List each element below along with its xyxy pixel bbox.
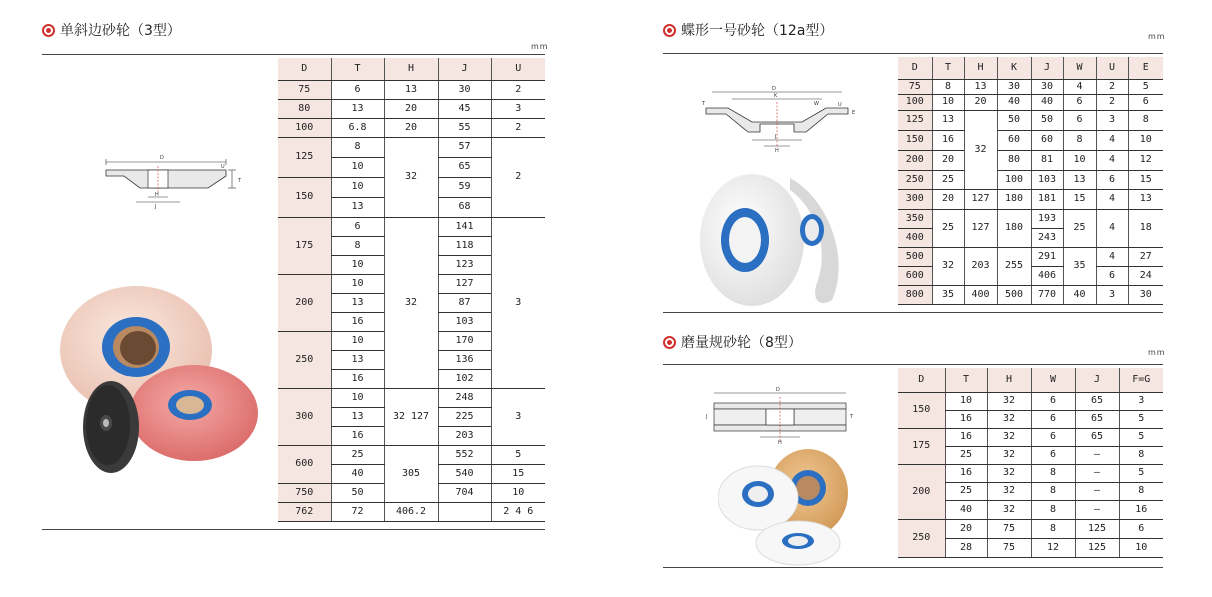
diagram-label-j: J [155, 204, 157, 210]
diagram-label-d: D [160, 155, 164, 161]
table-row: 28 75 12 125 10 [898, 538, 1163, 557]
header-t: T [331, 58, 384, 80]
right-top-bottom-rule [663, 312, 1163, 313]
table-row: 300 10 32 127 248 3 [278, 388, 545, 407]
header-h: H [384, 58, 438, 80]
table-row: 25 32 8 – 8 [898, 482, 1163, 500]
type12a-wheel-photo [700, 170, 850, 310]
diagram-label-j: J [706, 414, 708, 420]
bullseye-icon [663, 336, 676, 349]
table-row: 150 10 59 [278, 177, 545, 197]
bullseye-icon [663, 24, 676, 37]
diagram-label-t: T [702, 101, 706, 107]
type3-wheels-photo [58, 285, 268, 480]
left-divider [42, 54, 545, 55]
type12a-wheel-diagram [702, 84, 862, 152]
table-row: 75 6 13 30 2 [278, 80, 545, 99]
table-row: 600 406 6 24 [898, 266, 1163, 285]
right-top-section-title [663, 20, 833, 40]
table-row: 250 25 100 103 13 6 15 [898, 170, 1163, 189]
table-row: 600 25 305 552 5 [278, 445, 545, 464]
type3-spec-table [278, 58, 545, 522]
table-row: 762 72 406.2 2 4 6 [278, 502, 545, 521]
type12a-spec-table [898, 57, 1163, 305]
type8-wheels-photo [718, 448, 848, 568]
table-row: 25 32 6 – 8 [898, 446, 1163, 464]
table-row: 10 123 [278, 255, 545, 274]
table-row: 125 8 32 57 2 [278, 137, 545, 157]
left-unit: mm [531, 42, 549, 51]
table-row: 150 10 32 6 65 3 [898, 392, 1163, 410]
table-row: 16 102 [278, 369, 545, 388]
diagram-label-d: D [772, 86, 776, 92]
type8-spec-table [898, 368, 1163, 558]
right-top-unit: mm [1148, 32, 1166, 41]
table-row: 8 118 [278, 236, 545, 255]
type3-wheel-diagram [100, 150, 248, 210]
diagram-label-h: H [778, 440, 782, 445]
table-row: 13 136 [278, 350, 545, 369]
right-bottom-bottom-rule [663, 567, 1163, 568]
table-row: 200 16 32 8 – 5 [898, 464, 1163, 482]
table-header-row: D T H K J W U E [898, 57, 1163, 79]
right-bottom-unit: mm [1148, 348, 1166, 357]
bullseye-icon [42, 24, 55, 37]
diagram-label-u: U [838, 102, 842, 108]
diagram-label-u: U [221, 164, 225, 170]
diagram-label-j: J [775, 134, 777, 140]
diagram-label-d: D [776, 387, 780, 393]
left-bottom-rule [42, 529, 545, 530]
table-row: 40 540 15 [278, 464, 545, 483]
table-row: 300 20 127 180 181 15 4 13 [898, 189, 1163, 209]
table-row: 100 6.8 20 55 2 [278, 118, 545, 137]
table-row: 100 10 20 40 40 6 2 6 [898, 94, 1163, 110]
table-row: 200 10 127 [278, 274, 545, 293]
diagram-label-h: H [155, 192, 159, 198]
diagram-label-h: H [775, 148, 779, 152]
table-row: 13 68 [278, 197, 545, 217]
header-j: J [438, 58, 491, 80]
table-row: 16 103 [278, 312, 545, 331]
table-row: 125 13 32 50 50 6 3 8 [898, 110, 1163, 130]
table-row: 16 32 6 65 5 [898, 410, 1163, 428]
table-row: 150 16 60 60 8 4 10 [898, 130, 1163, 150]
table-row: 13 225 [278, 407, 545, 426]
table-row: 175 16 32 6 65 5 [898, 428, 1163, 446]
header-d: D [278, 58, 331, 80]
right-bottom-title-text: 磨量规砂轮（8型） [681, 335, 802, 351]
left-section-title [42, 20, 181, 40]
table-row: 800 35 400 500 770 40 3 30 [898, 285, 1163, 304]
right-top-title-text: 蝶形一号砂轮（12a型） [681, 23, 834, 39]
table-row: 750 50 704 10 [278, 483, 545, 502]
right-bottom-divider [663, 364, 1163, 365]
table-row: 350 25 127 180 193 25 4 18 [898, 209, 1163, 228]
diagram-label-e: E [852, 110, 856, 116]
diagram-label-t: T [850, 414, 854, 420]
diagram-label-t: T [238, 178, 242, 184]
table-header-row [278, 58, 545, 80]
right-top-divider [663, 53, 1163, 54]
table-header-row: D T H W J F=G [898, 368, 1163, 392]
diagram-label-w: W [814, 101, 819, 107]
table-row: 200 20 80 81 10 4 12 [898, 150, 1163, 170]
type8-wheel-diagram [704, 385, 864, 445]
right-bottom-section-title [663, 332, 802, 352]
table-row: 10 65 [278, 157, 545, 177]
table-row: 500 32 203 255 291 35 4 27 [898, 247, 1163, 266]
table-row: 400 243 [898, 228, 1163, 247]
table-row: 40 32 8 – 16 [898, 500, 1163, 519]
table-row: 175 6 32 141 3 [278, 217, 545, 236]
diagram-label-k: K [774, 93, 778, 99]
table-row: 250 20 75 8 125 6 [898, 519, 1163, 538]
table-row: 75 8 13 30 30 4 2 5 [898, 79, 1163, 94]
left-title-text: 单斜边砂轮（3型） [60, 23, 181, 39]
table-row: 16 203 [278, 426, 545, 445]
table-row: 13 87 [278, 293, 545, 312]
table-row: 80 13 20 45 3 [278, 99, 545, 118]
header-u: U [491, 58, 545, 80]
table-row: 250 10 170 [278, 331, 545, 350]
